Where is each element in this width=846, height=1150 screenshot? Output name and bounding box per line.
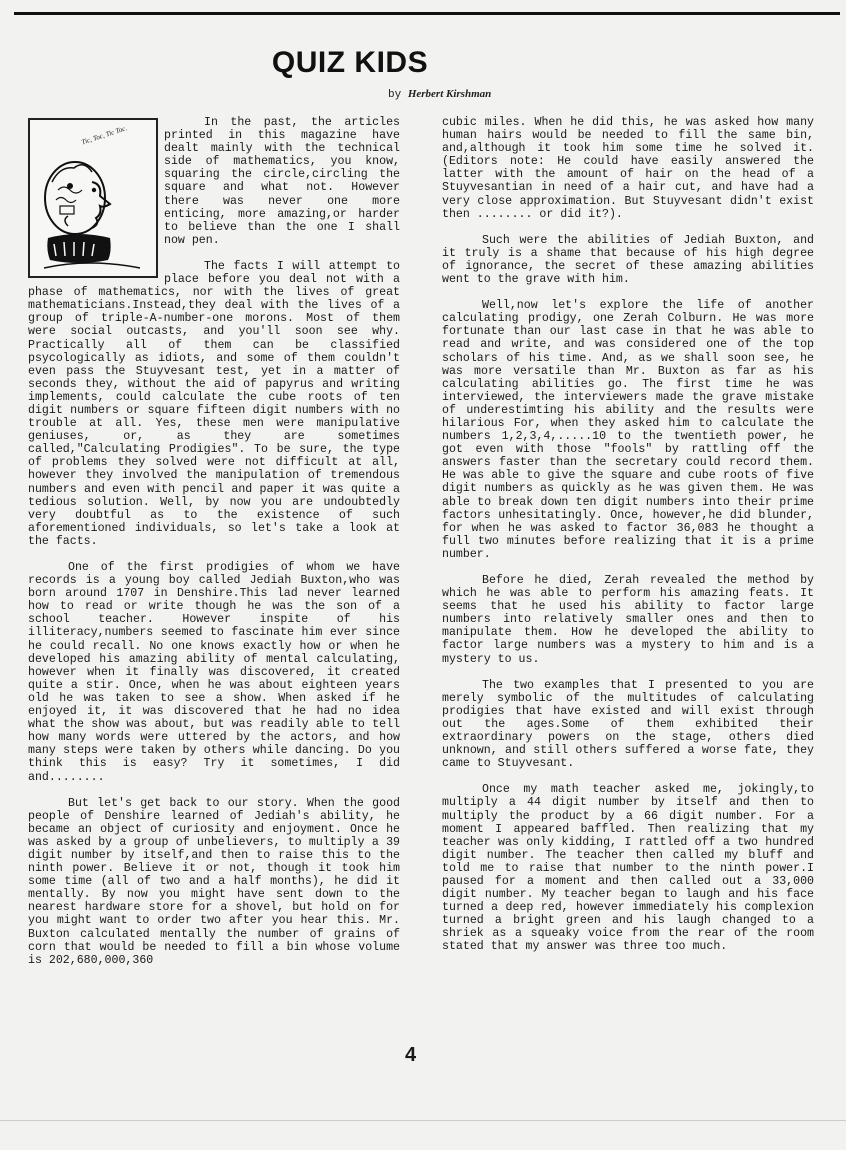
right-column	[442, 116, 814, 967]
left-paragraph-2: The facts I will attempt to place before you deal not with a phase of mathematics, nor with the lives of great mathematicians.Instead,they deal with the lives of a group of triple-A-number-one morons. Most of them were social outcasts, and you'll soon see why. Practically all of them can be classified psycologically as idiots, and some of them couldn't even pass the Stuyvesant test, yet in a matter of seconds they, without the aid of papyrus and writing implements, could calculate the cube roots of ten digit numbers or square fifteen digit numbers with no trouble at all. Yes, these men were manipulative geniuses, or, as they are sometimes called,"Calculating Prodigies". To be sure, the type of problems they solved were not difficult at all, however they involved the manipulation of tremendous numbers and even with pencil and paper it was quite a tedious solution. Well, by now you are undoubtedly very doubtful as to the existence of such aforementioned individuals, so let's take a look at the facts.	[28, 259, 400, 548]
article-title: QUIZ KIDS	[271, 46, 429, 79]
left-paragraph-3: One of the first prodigies of whom we have records is a young boy called Jediah Buxton,who was born around 1707 in Denshire.This lad never learned how to read or write though he was the son of a school teacher. However inspite of his illiteracy,numbers seemed to fascinate him ever since he could recall. No one knows exactly how or when he developed his amazing ability of mental calculating, however when it finally was discovered, it created quite a stir. Once, when he was about eighteen years old he was taken to see a show. When asked if he enjoyed it, it was discovered that he had no idea what the show was about, but was readily able to tell how many words were uttered by the actors, and how many steps were taken by others while dancing. Do you think this is easy? Try it sometimes, I did and........	[28, 561, 400, 784]
byline-prefix: by	[388, 89, 402, 101]
right-paragraph-1: cubic miles. When he did this, he was asked how many human hairs would be needed to fill the same bin, and,although it took him some time he solved it. (Editors note: He could have easily answered the latter with the amount of hair on the head of a Stuyvesantian in need of a hair cut, and have had a very close approximation. But Stuyvesant didn't exist then ........ or did it?).	[442, 116, 814, 221]
bottom-edge	[0, 1120, 846, 1121]
thinking-head-icon	[30, 120, 156, 276]
right-paragraph-6: Once my math teacher asked me, jokingly,to multiply a 44 digit number by itself and then to multiply the product by a 66 digit number. For a moment I appeared baffled. Then realizing that my teacher was only kidding, I rattled off a two hundred digit number. The teacher then called my bluff and told me to raise that number to the ninth power.I paused for a moment and then called out a 33,000 digit number. My teacher began to laugh and his face turned a deep red, however immediately his complexion turned a bright green and his laugh changed to a shriek as a squeaky voice from the rear of the room stated that my answer was three too much.	[442, 783, 814, 954]
right-paragraph-5: The two examples that I presented to you are merely symbolic of the multitudes of calculating prodigies that have existed and will exist through out the ages.Some of them exhibited their extraordinary powers on the stage, others died unknown, and still others suffered a worse fate, they came to Stuyvesant.	[442, 678, 814, 771]
cartoon-illustration	[28, 118, 158, 278]
left-paragraph-1: In the past, the articles printed in this magazine have dealt mainly with the technical side of mathematics, you know, squaring the circle,circling the square and what not. However there was never one more enticing, more amazing,or harder to believe than the one I shall now pen.	[164, 116, 400, 247]
right-paragraph-3: Well,now let's explore the life of another calculating prodigy, one Zerah Colburn. He was more fortunate than our last case in that he was able to read and write, and was considered one of the top scholars of his time. And, as we shall soon see, he was more versatile than Mr. Buxton as far as his calculating abilities go. The first time he was interviewed, the interviewers made the grave mistake of underestimting his ability and the results were hilarious For, when they asked him to calculate the numbers 1,2,3,4,.....10 to the twentieth power, he got even with those "fools" by rattling off the answers faster than the secretary could record them. He was able to give the square and cube roots of five digit numbers as quickly as he was given them. He was able to break down ten digit numbers into their prime factors unhesitatingly. Once, however,he did blunder, for when he was asked to factor 36,083 he thought a full two minutes before realizing that it is a prime number.	[442, 299, 814, 561]
left-paragraph-4: But let's get back to our story. When the good people of Denshire learned of Jediah's ability, he became an object of curiosity and enjoyment. Once he was asked by a group of unbelievers, to multiply a 39 digit number by itself,and then to raise this to the ninth power. Believe it or not, though it took him some time (all of two and a half months), he did it mentally. By now you might have sent down to the nearest hardware store for a shovel, but hold on for you might want to order two after you hear this. Mr. Buxton calculated mentally the number of grains of corn that would be needed to fill a bin whose volume is 202,680,000,360	[28, 796, 400, 967]
page-number: 4	[405, 1044, 417, 1066]
cartoon-caption: Tic, Toc, Tic Toc.	[80, 124, 129, 147]
right-paragraph-2: Such were the abilities of Jediah Buxton, and it truly is a shame that because of his high degree of ignorance, the secret of these amazing abilities went to the grave with him.	[442, 233, 814, 287]
author-name: Herbert Kirshman	[407, 88, 492, 100]
left-column	[28, 116, 400, 980]
top-rule	[14, 12, 840, 15]
right-paragraph-4: Before he died, Zerah revealed the method by which he was able to perform his amazing feats. It seems that he used his ability to factor large numbers into relatively smaller ones and then to manipulate them. How he developed the ability to factor large numbers was a mystery to him and is a mystery to us.	[442, 574, 814, 666]
byline	[388, 88, 491, 101]
